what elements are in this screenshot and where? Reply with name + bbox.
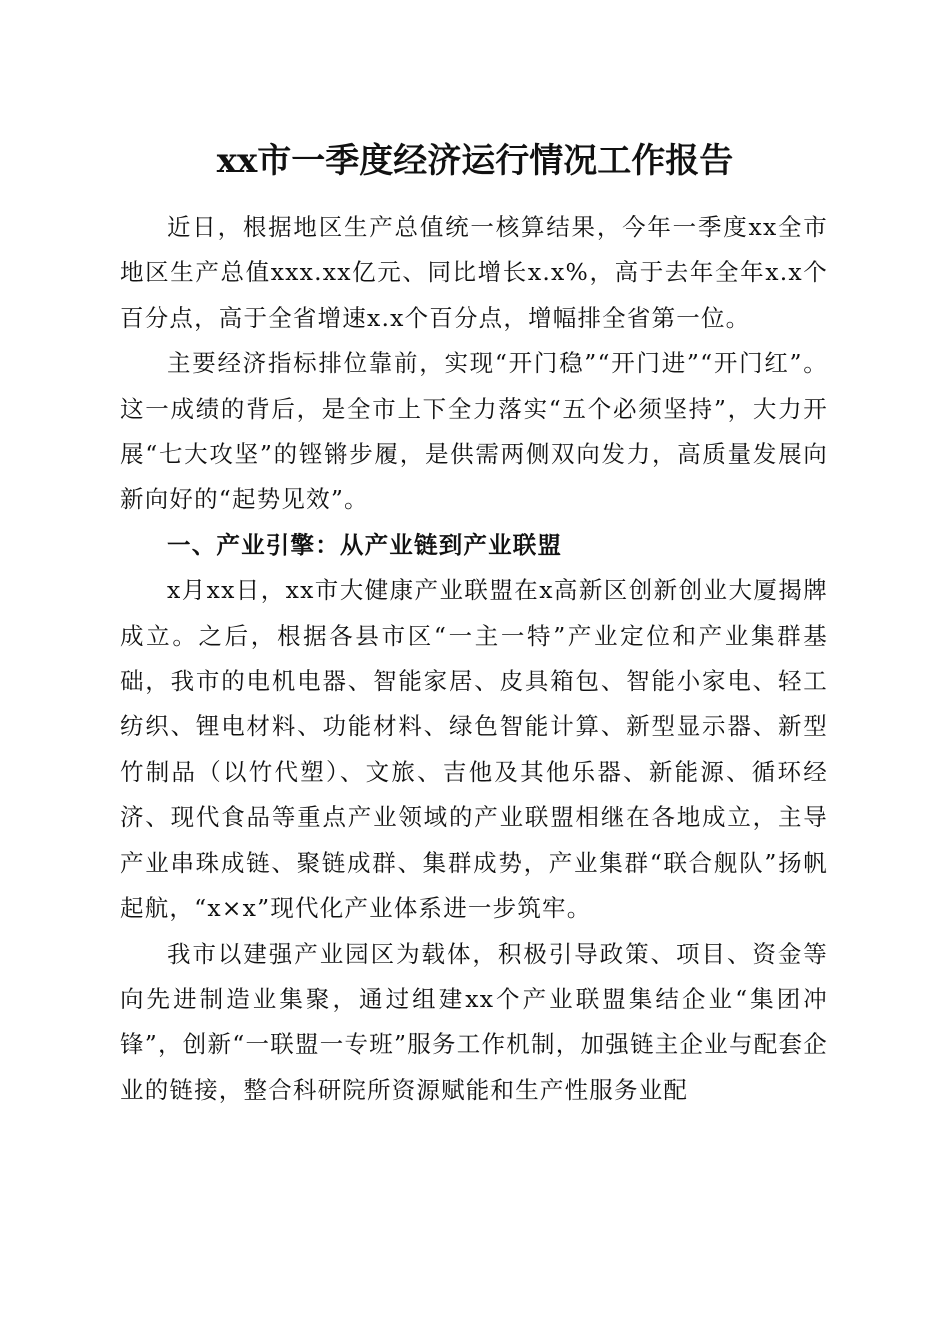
section-heading-industry-engine: 一、产业引擎：从产业链到产业联盟 bbox=[167, 530, 563, 559]
paragraph-intro: 近日，根据地区生产总值统一核算结果，今年一季度xx全市地区生产总值xxx.xx亿元、同比增长x.x%，高于去年全年x.x个百分点，高于全省增速x.x个百分点，增幅排全省第一位。 bbox=[120, 213, 828, 332]
document-body bbox=[120, 205, 828, 1113]
paragraph-industry-alliance: x月xx日，xx市大健康产业联盟在x高新区创新创业大厦揭牌成立。之后，根据各县市区“一主一特”产业定位和产业集群基础，我市的电机电器、智能家居、皮具箱包、智能小家电、轻工纺织、锂电材料、功能材料、绿色智能计算、新型显示器、新型竹制品（以竹代塑）、文旅、吉他及其他乐器、新能源、循环经济、现代食品等重点产业领域的产业联盟相继在各地成立，主导产业串珠成链、聚链成群、集群成势，产业集群“联合舰队”扬帆起航，“x×x”现代化产业体系进一步筑牢。 bbox=[120, 576, 828, 923]
document-title: xx市一季度经济运行情况工作报告 bbox=[216, 141, 734, 181]
paragraph-summary: 主要经济指标排位靠前，实现“开门稳”“开门进”“开门红”。这一成绩的背后，是全市上下全力落实“五个必须坚持”，大力开展“七大攻坚”的铿锵步履，是供需两侧双向发力，高质量发展向新向好的“起势见效”。 bbox=[120, 349, 828, 514]
paragraph-industrial-park: 我市以建强产业园区为载体，积极引导政策、项目、资金等向先进制造业集聚，通过组建xx个产业联盟集结企业“集团冲锋”，创新“一联盟一专班”服务工作机制，加强链主企业与配套企业的链接，整合科研院所资源赋能和生产性服务业配 bbox=[120, 939, 828, 1104]
